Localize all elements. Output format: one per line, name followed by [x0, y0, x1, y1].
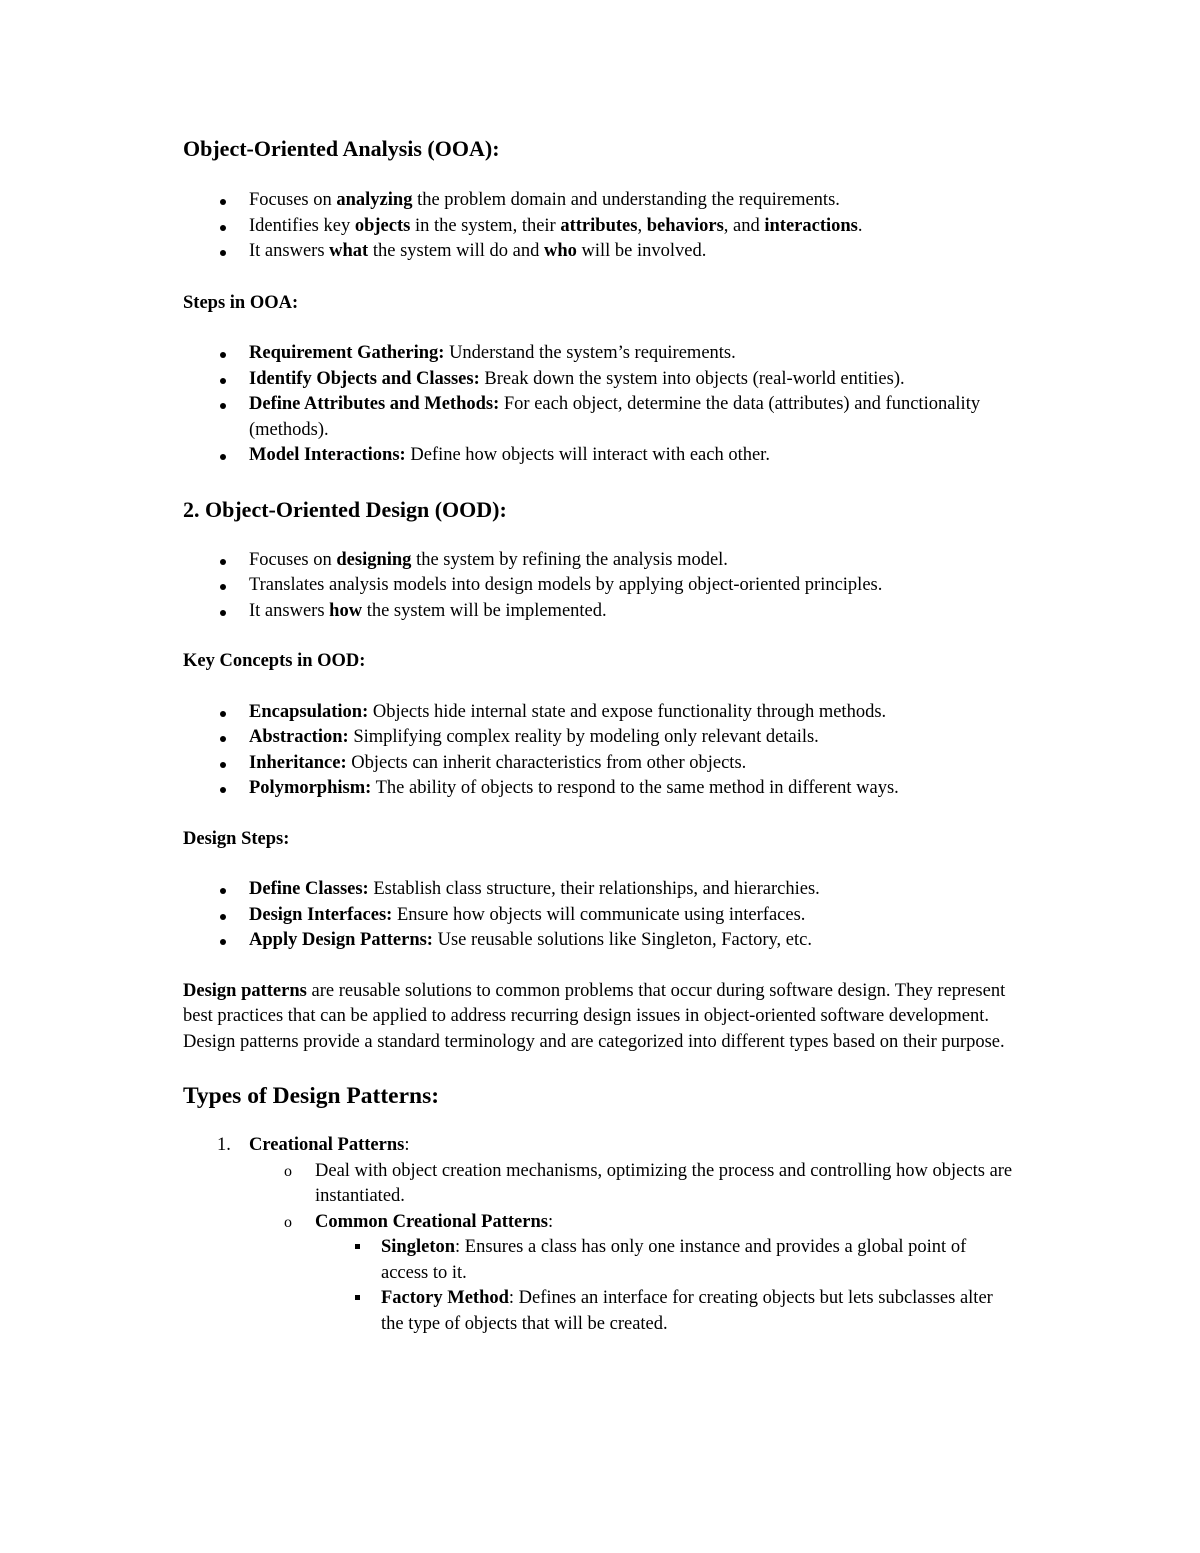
list-item: Abstraction: Simplifying complex reality by modeling only relevant details.: [183, 725, 1018, 751]
ooa-steps-heading: Steps in OOA:: [183, 292, 299, 313]
ood-heading: 2. Object-Oriented Design (OOD):: [183, 496, 507, 522]
list-item: Model Interactions: Define how objects will interact with each other.: [183, 443, 1018, 469]
ood-concepts-heading: Key Concepts in OOD:: [183, 651, 366, 671]
list-item: Singleton: Ensures a class has only one instance and provides a global point of access to it.: [315, 1235, 1018, 1286]
creational-sub-list: [249, 1159, 1018, 1338]
ooa-heading: Object-Oriented Analysis (OOA):: [183, 136, 500, 161]
list-item: Translates analysis models into design models by applying object-oriented principles.: [183, 573, 1018, 599]
design-patterns-intro: Design patterns are reusable solutions to common problems that occur during software design. They represent best practices that can be applied to address recurring design issues in object-oriented software development. Design patterns provide a standard terminology and are categorized into different types based on their purpose.: [183, 980, 1006, 1052]
ooa-bullet-list: [183, 188, 1018, 265]
ood-concepts-list: [183, 700, 1018, 802]
types-heading: Types of Design Patterns:: [183, 1083, 440, 1109]
list-item: Polymorphism: The ability of objects to respond to the same method in different ways.: [183, 776, 1018, 802]
ooa-steps-list: [183, 341, 1018, 469]
list-item: It answers how the system will be implemented.: [183, 599, 1018, 625]
ood-bullet-list: [183, 548, 1018, 625]
list-item: Design Interfaces: Ensure how objects will communicate using interfaces.: [183, 903, 1018, 929]
list-item: Requirement Gathering: Understand the system’s requirements.: [183, 341, 1018, 367]
list-item: Identify Objects and Classes: Break down the system into objects (real-world entities).: [183, 367, 1018, 393]
design-steps-heading: Design Steps:: [183, 828, 290, 849]
types-list: [183, 1133, 1018, 1337]
creational-patterns-list: [315, 1235, 1018, 1337]
list-item: Encapsulation: Objects hide internal state and expose functionality through methods.: [183, 700, 1018, 726]
document-body: [183, 134, 1018, 1337]
list-item: Apply Design Patterns: Use reusable solutions like Singleton, Factory, etc.: [183, 928, 1018, 954]
list-item: Define Attributes and Methods: For each object, determine the data (attributes) and functionality (methods).: [183, 392, 1018, 443]
list-item: Inheritance: Objects can inherit characteristics from other objects.: [183, 751, 1018, 777]
list-item: Focuses on analyzing the problem domain and understanding the requirements.: [183, 188, 1018, 214]
list-item: Identifies key objects in the system, their attributes, behaviors, and interactions.: [183, 214, 1018, 240]
design-steps-list: [183, 877, 1018, 954]
list-item: 1. Creational Patterns: o Deal with object creation mechanisms, optimizing the process and controlling how objects are instantiated. o Common Creational Patterns: Singleton: Ensures a class has only one instance and provides a global point of access to it. Factory Method: Defines an interface for creating objects but lets subclasses alter the type of objects that will be created.: [183, 1133, 1018, 1337]
list-item: Focuses on designing the system by refining the analysis model.: [183, 548, 1018, 574]
list-item: o Deal with object creation mechanisms, optimizing the process and controlling how objects are instantiated.: [284, 1160, 1013, 1206]
list-item: Factory Method: Defines an interface for creating objects but lets subclasses alter the type of objects that will be created.: [315, 1286, 1018, 1337]
list-item: o Common Creational Patterns: Singleton: Ensures a class has only one instance and provides a global point of access to it. Factory Method: Defines an interface for creating objects but lets subclasses alter the type of objects that will be created.: [249, 1210, 1018, 1338]
list-item: Define Classes: Establish class structure, their relationships, and hierarchies.: [183, 877, 1018, 903]
list-item: It answers what the system will do and who will be involved.: [183, 239, 1018, 265]
